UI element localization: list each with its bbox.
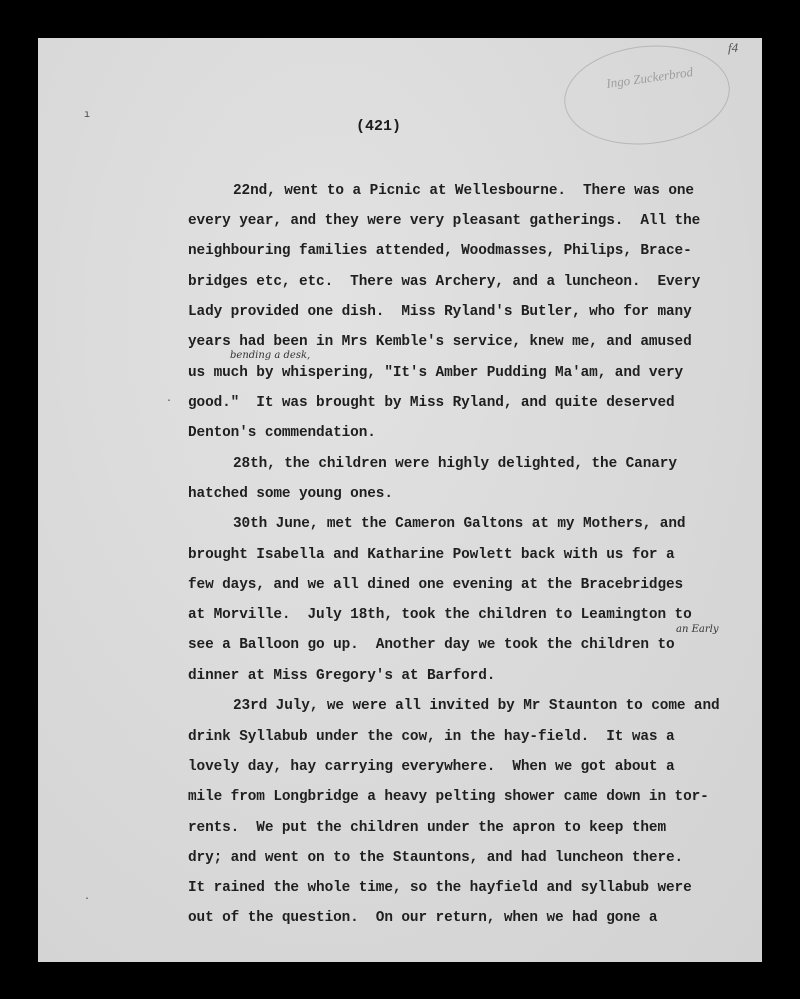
text-line: good." It was brought by Miss Ryland, and quite deserved	[188, 395, 675, 411]
text-line: 23rd July, we were all invited by Mr Staunton to come and	[233, 698, 720, 714]
handwritten-annotation: an Early	[676, 624, 719, 635]
document-page	[38, 38, 762, 962]
page-number: (421)	[356, 118, 402, 135]
text-line: dinner at Miss Gregory's at Barford.	[188, 668, 496, 684]
faded-stamp	[559, 38, 734, 153]
handwritten-annotation: bending a desk,	[230, 350, 311, 361]
text-line: out of the question. On our return, when we had gone a	[188, 910, 658, 926]
text-line: 22nd, went to a Picnic at Wellesbourne. There was one	[233, 183, 694, 199]
archive-folio-mark: f4	[728, 40, 739, 55]
text-line: 30th June, met the Cameron Galtons at my Mothers, and	[233, 516, 686, 532]
text-line: drink Syllabub under the cow, in the hay-field. It was a	[188, 729, 675, 745]
text-line: bridges etc, etc. There was Archery, and a luncheon. Every	[188, 274, 701, 290]
text-line: It rained the whole time, so the hayfield and syllabub were	[188, 880, 692, 896]
faded-stamp-text: Ingo Zuckerbrod	[605, 64, 694, 92]
edge-mark-middle: ·	[166, 396, 173, 407]
text-line: at Morville. July 18th, took the children to Leamington to	[188, 607, 692, 623]
text-line: Denton's commendation.	[188, 425, 376, 441]
text-line: few days, and we all dined one evening at the Bracebridges	[188, 577, 684, 593]
text-line: see a Balloon go up. Another day we took the children to	[188, 637, 675, 653]
text-line: dry; and went on to the Stauntons, and had luncheon there.	[188, 850, 684, 866]
text-line: every year, and they were very pleasant gatherings. All the	[188, 213, 701, 229]
text-line: lovely day, hay carrying everywhere. When we got about a	[188, 759, 675, 775]
text-line: brought Isabella and Katharine Powlett back with us for a	[188, 547, 675, 563]
edge-mark-bottom: ·	[84, 894, 91, 905]
text-line: Lady provided one dish. Miss Ryland's Butler, who for many	[188, 304, 692, 320]
text-line: rents. We put the children under the apron to keep them	[188, 820, 667, 836]
text-line: neighbouring families attended, Woodmasses, Philips, Brace-	[188, 243, 692, 259]
text-line: 28th, the children were highly delighted, the Canary	[233, 456, 677, 472]
text-line: years had been in Mrs Kemble's service, knew me, and amused	[188, 334, 692, 350]
text-line: hatched some young ones.	[188, 486, 393, 502]
edge-mark-top: ı	[84, 110, 91, 121]
text-line: mile from Longbridge a heavy pelting shower came down in tor-	[188, 789, 709, 805]
text-line: us much by whispering, "It's Amber Pudding Ma'am, and very	[188, 365, 684, 381]
